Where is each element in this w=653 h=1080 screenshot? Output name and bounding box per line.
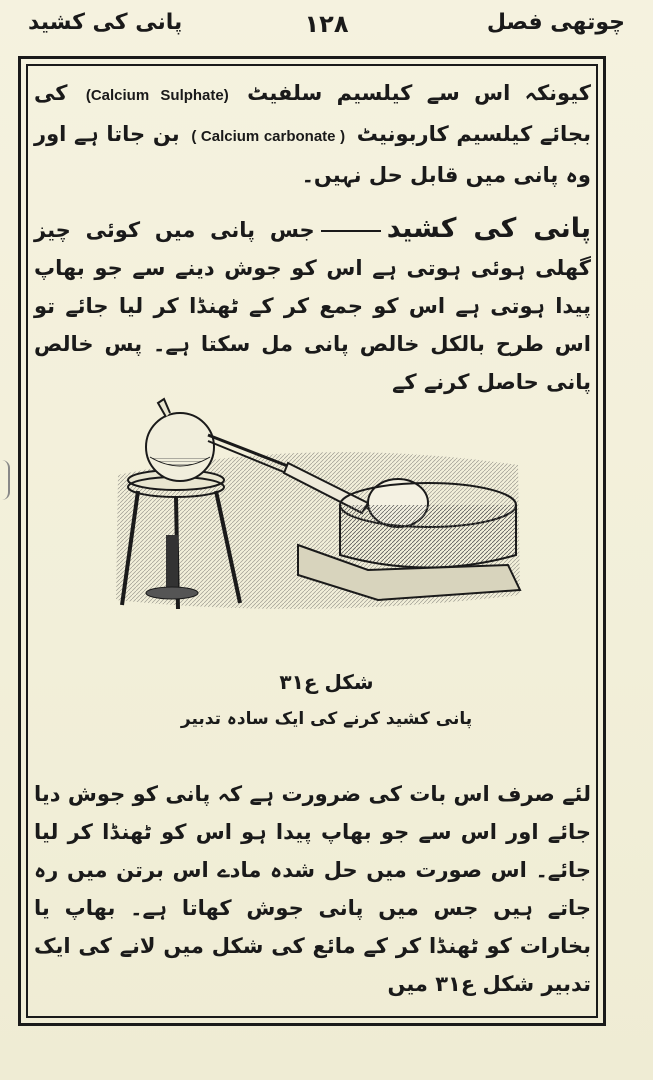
- heading-dash: [321, 230, 381, 232]
- p1-text-b: کی بجائے کیلسیم کاربونیٹ: [34, 81, 591, 146]
- figure-label: شکل ع۳۱: [279, 670, 374, 694]
- distillation-apparatus-illustration: [108, 395, 528, 625]
- chapter-title: چوتھی فصل: [486, 10, 625, 35]
- running-title: پانی کی کشید: [28, 10, 183, 35]
- p3-text: لئے صرف اس بات کی ضرورت ہے کہ پانی کو جوش دیا جائے اور اس سے جو بھاپ پیدا ہو اس کو ٹھنڈا کر لیا جائے۔ اس صورت میں حل شدہ مادے اس برتن میں رہ جاتے ہیں جس میں پانی جوش کھاتا ہے۔ بھاپ یا بخارات کو ٹھنڈا کر کے مائع کی شکل میں لانے کی ایک تدبیر شکل ع۳۱ میں: [34, 782, 591, 996]
- binding-hole: [0, 460, 10, 500]
- page-number: ۱۲۸: [304, 10, 349, 38]
- latin-calcium-carbonate: ( Calcium carbonate ): [191, 128, 346, 145]
- paragraph-3: [34, 775, 591, 1003]
- p1-text-c: بن جاتا ہے اور وہ پانی میں قابل حل نہیں۔: [34, 122, 591, 187]
- figure-caption: پانی کشید کرنے کی ایک سادہ تدبیر: [180, 709, 473, 729]
- p2-text: جس پانی میں کوئی چیز گھلی ہوئی ہوتی ہے اس کو جوش دینے سے جو بھاپ پیدا ہوتی ہے اس کو جمع کر کے ٹھنڈا کر لیا جائے تو اس طرح بالکل خالص پانی مل سکتا ہے۔ پس خالص پانی حاصل کرنے کے: [34, 218, 591, 394]
- paragraph-1: [34, 74, 591, 194]
- latin-calcium-sulphate: (Calcium Sulphate): [85, 87, 229, 104]
- page-header: [24, 8, 629, 48]
- p1-text-a: کیونکہ اس سے کیلسیم سلفیٹ: [232, 81, 591, 105]
- paragraph-2: [34, 210, 591, 401]
- section-heading: پانی کی کشید: [386, 213, 592, 244]
